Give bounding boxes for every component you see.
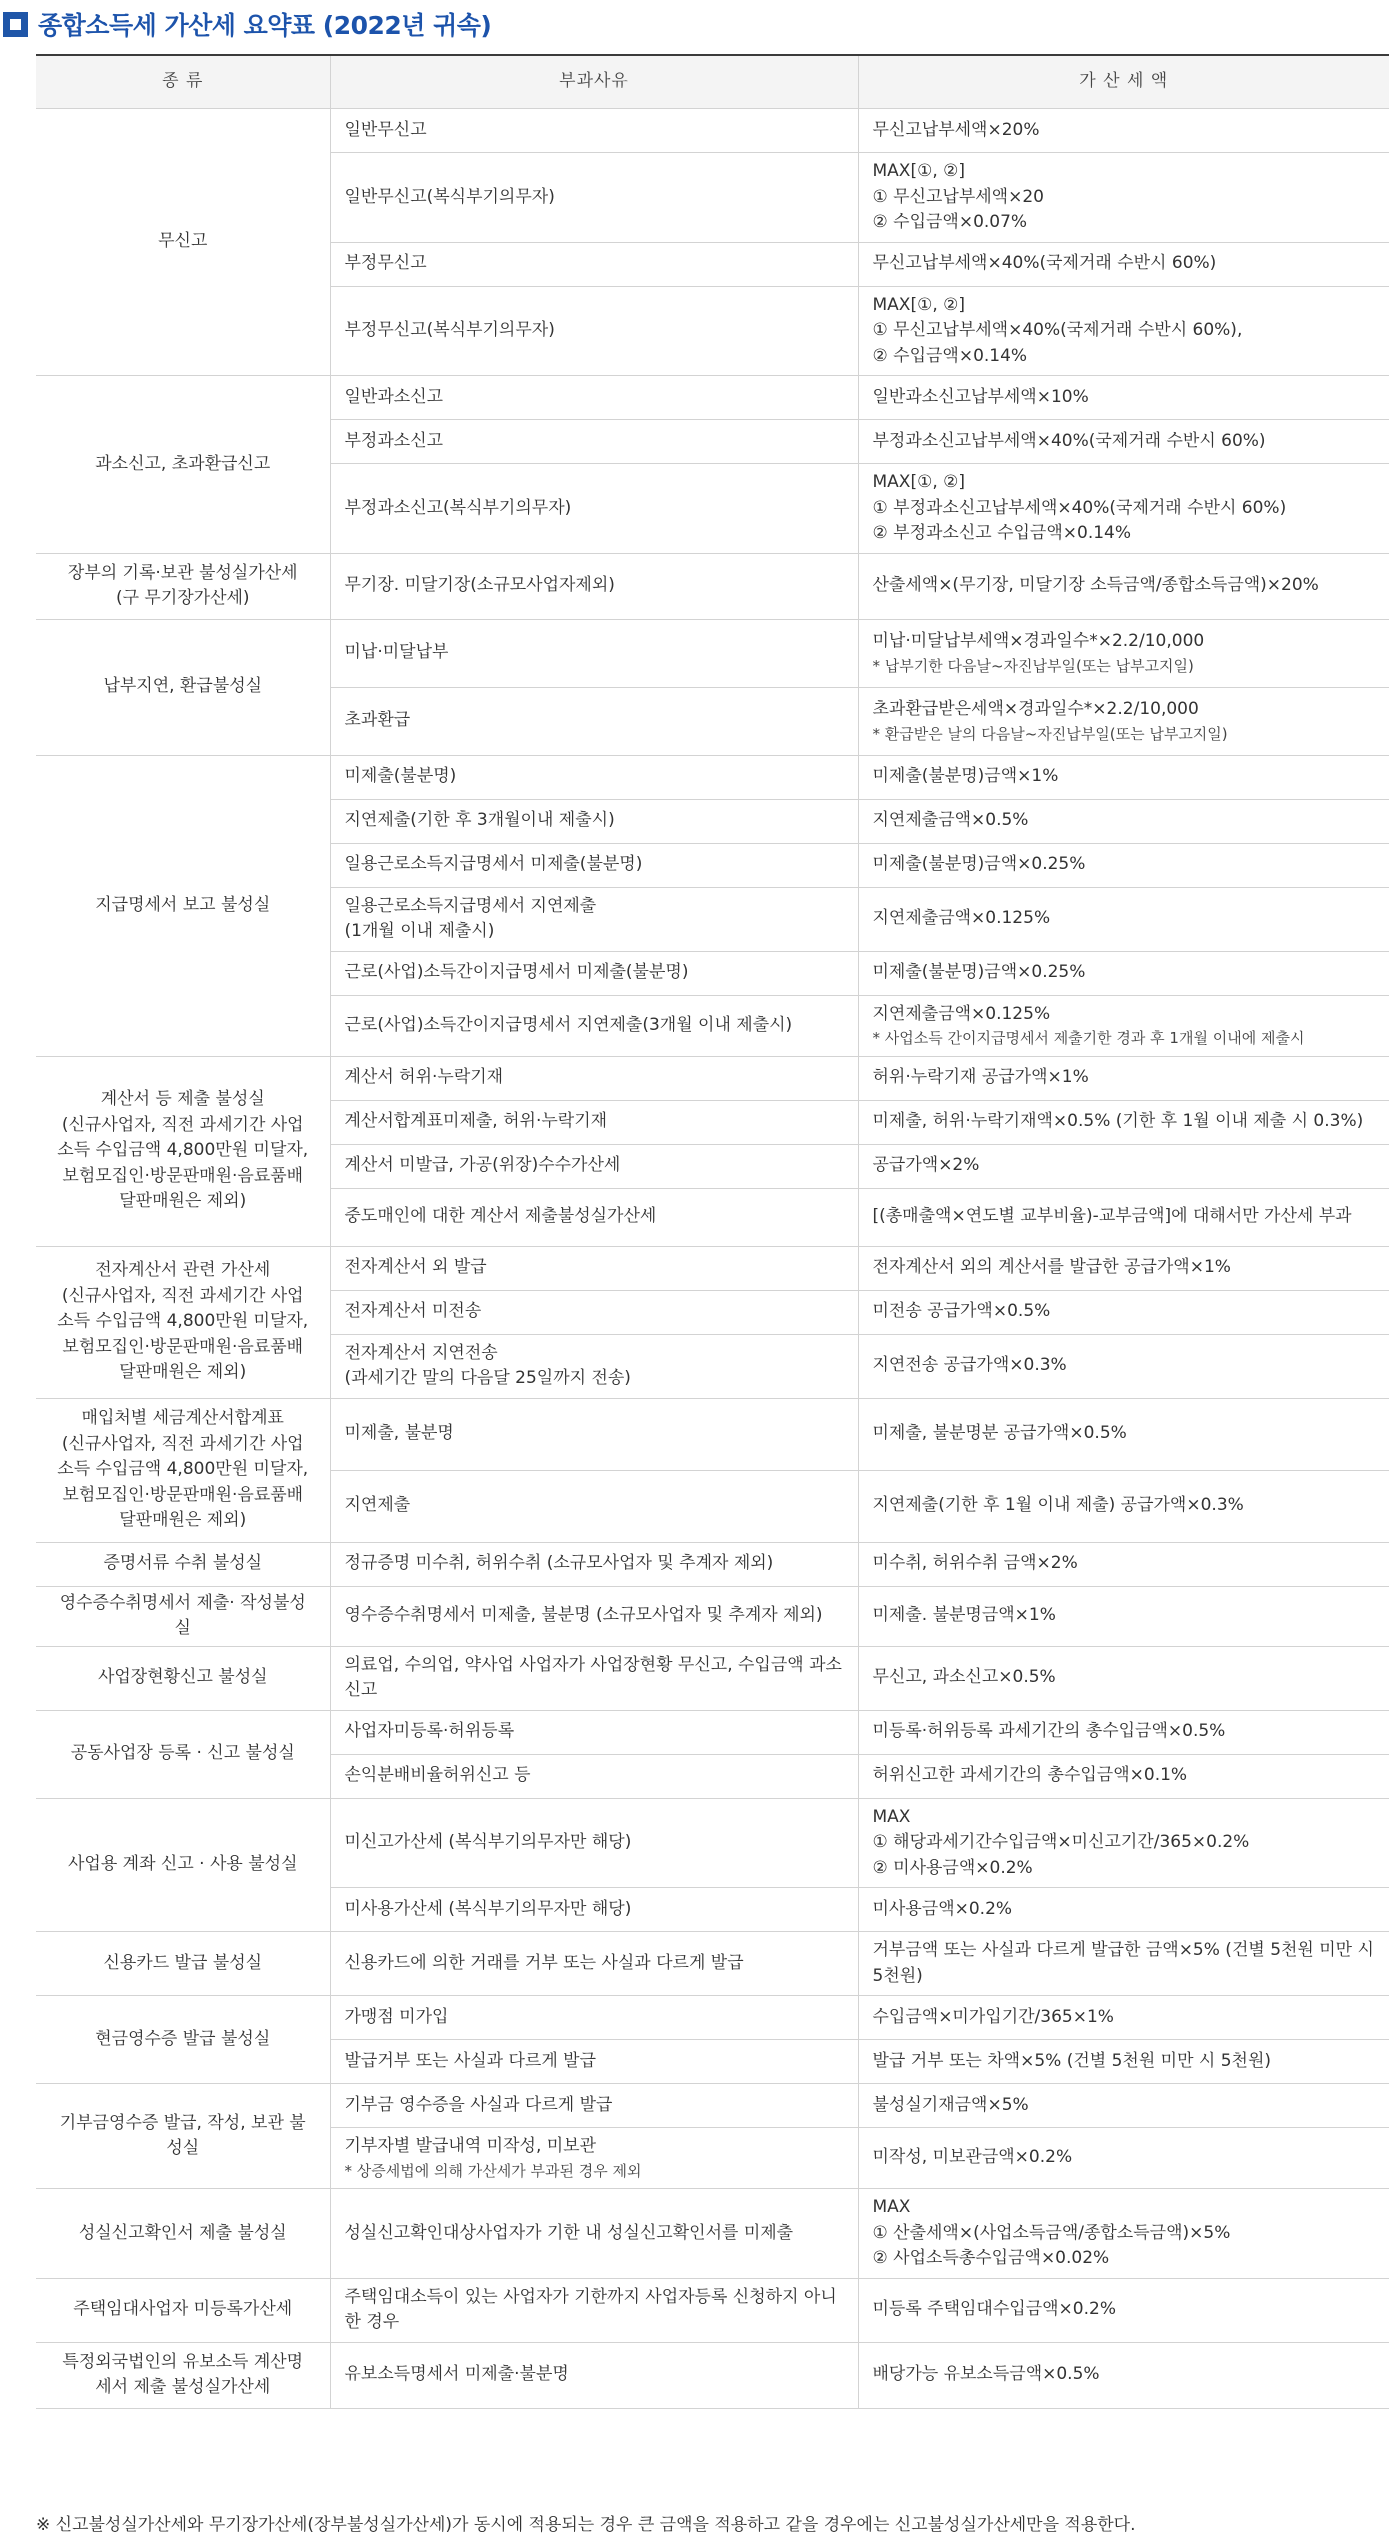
amount-line: MAX xyxy=(872,1806,911,1827)
category-cell xyxy=(36,1710,330,1798)
amount-line: 무신고납부세액×40%(국제거래 수반시 60%) xyxy=(872,253,1217,274)
category-line: 증명서류 수취 불성실 xyxy=(103,1553,263,1574)
category-cell xyxy=(36,1932,330,1996)
category-line: 세서 제출 불성실가산세 xyxy=(95,2377,271,2397)
reason-line: 초과환급 xyxy=(344,710,411,731)
amount-line: ② 사업소득총수입금액×0.02% xyxy=(872,2248,1110,2268)
amount-line: [(총매출액×연도별 교부비율)-교부금액]에 대해서만 가산세 부과 xyxy=(872,1206,1352,1227)
category-cell xyxy=(36,1246,330,1398)
category-cell xyxy=(36,619,330,755)
category-cell xyxy=(36,2084,330,2189)
amount-cell xyxy=(858,286,1389,376)
reason-cell xyxy=(330,286,858,376)
amount-note: * 사업소득 간이지급명세서 제출기한 경과 후 1개월 이내에 제출시 xyxy=(872,1029,1305,1047)
reason-cell xyxy=(330,755,858,799)
amount-line: 미사용금액×0.2% xyxy=(872,1898,1013,1919)
category-line: 성실 xyxy=(166,2138,200,2158)
amount-line: ① 산출세액×(사업소득금액/종합소득금액)×5% xyxy=(872,2222,1231,2243)
reason-cell xyxy=(330,1542,858,1586)
reason-line: 사업자미등록·허위등록 xyxy=(344,1721,515,1742)
category-cell xyxy=(36,1398,330,1542)
reason-cell xyxy=(330,1246,858,1290)
amount-cell xyxy=(858,109,1389,153)
reason-line: 정규증명 미수취, 허위수취 (소규모사업자 및 추계자 제외) xyxy=(344,1553,774,1574)
category-cell xyxy=(36,1056,330,1246)
category-line: 달판매원은 제외) xyxy=(119,1191,247,1212)
category-cell xyxy=(36,1586,330,1646)
amount-line: 미제출(불분명)금액×0.25% xyxy=(872,962,1086,983)
reason-line: 신용카드에 의한 거래를 거부 또는 사실과 다르게 발급 xyxy=(344,1952,744,1973)
amount-cell xyxy=(858,887,1389,951)
amount-cell xyxy=(858,1646,1389,1710)
amount-line: 지연제출금액×0.125% xyxy=(872,1003,1051,1024)
category-line: (구 무기장가산세) xyxy=(115,588,250,608)
amount-cell xyxy=(858,553,1389,619)
reason-line: 영수증수취명세서 미제출, 불분명 (소규모사업자 및 추계자 제외) xyxy=(344,1605,823,1626)
header-amount: 가 산 세 액 xyxy=(858,55,1389,109)
reason-cell xyxy=(330,1888,858,1932)
table-row xyxy=(36,1586,1389,1646)
amount-line: 전자계산서 외의 계산서를 발급한 공급가액×1% xyxy=(872,1257,1231,1278)
reason-cell xyxy=(330,2342,858,2408)
table-row xyxy=(36,1710,1389,1754)
reason-line: 미사용가산세 (복식부기의무자만 해당) xyxy=(344,1898,632,1919)
amount-cell xyxy=(858,420,1389,464)
reason-line: 미납·미달납부 xyxy=(344,642,449,663)
category-line: 과소신고, 초과환급신고 xyxy=(95,453,271,474)
amount-cell xyxy=(858,1398,1389,1470)
reason-line: 계산서 미발급, 가공(위장)수수가산세 xyxy=(344,1155,621,1176)
amount-cell xyxy=(858,799,1389,843)
reason-cell xyxy=(330,2084,858,2128)
reason-cell xyxy=(330,1144,858,1188)
reason-cell xyxy=(330,153,858,243)
reason-line: 성실신고확인대상사업자가 기한 내 성실신고확인서를 미제출 xyxy=(344,2222,794,2243)
category-cell xyxy=(36,1996,330,2084)
category-line: 공동사업장 등록 · 신고 불성실 xyxy=(70,1743,295,1764)
amount-line: 허위·누락기재 공급가액×1% xyxy=(872,1067,1089,1088)
category-line: 납부지연, 환급불성실 xyxy=(103,676,263,697)
reason-cell xyxy=(330,1646,858,1710)
reason-line: 일용근로소득지급명세서 미제출(불분명) xyxy=(344,854,643,875)
amount-cell xyxy=(858,1798,1389,1888)
reason-line: 일반과소신고 xyxy=(344,386,444,407)
amount-cell xyxy=(858,1888,1389,1932)
reason-line: 지연제출(기한 후 3개월이내 제출시) xyxy=(344,810,615,831)
reason-cell xyxy=(330,1334,858,1398)
amount-cell xyxy=(858,1710,1389,1754)
category-line: 신용카드 발급 불성실 xyxy=(103,1952,263,1973)
reason-cell xyxy=(330,687,858,755)
reason-cell xyxy=(330,843,858,887)
amount-line: 미제출(불분명)금액×0.25% xyxy=(872,854,1086,875)
reason-cell xyxy=(330,619,858,687)
amount-cell xyxy=(858,2040,1389,2084)
reason-cell xyxy=(330,887,858,951)
table-row xyxy=(36,109,1389,153)
amount-cell xyxy=(858,2278,1389,2342)
reason-line: 계산서합계표미제출, 허위·누락기재 xyxy=(344,1111,608,1132)
amount-line: 부정과소신고납부세액×40%(국제거래 수반시 60%) xyxy=(872,430,1266,451)
category-line: 장부의 기록·보관 불성실가산세 xyxy=(67,562,298,583)
amount-line: 미등록 주택임대수입금액×0.2% xyxy=(872,2299,1116,2320)
table-row xyxy=(36,2189,1389,2279)
amount-line: 거부금액 또는 사실과 다르게 발급한 금액×5% (건별 5천원 미만 시 5천원) xyxy=(872,1940,1374,1986)
category-line: 성실신고확인서 제출 불성실 xyxy=(78,2222,287,2243)
amount-line: ② 부정과소신고 수입금액×0.14% xyxy=(872,523,1132,543)
reason-line: 전자계산서 미전송 xyxy=(344,1301,482,1322)
amount-line: 초과환급받은세액×경과일수*×2.2/10,000 xyxy=(872,699,1199,719)
category-line: 소득 수입금액 4,800만원 미달자, xyxy=(57,1311,309,1332)
reason-line: 일반무신고 xyxy=(344,119,427,140)
amount-line: ② 수입금액×0.07% xyxy=(872,212,1028,232)
reason-cell xyxy=(330,1798,858,1888)
reason-cell xyxy=(330,1932,858,1996)
table-row xyxy=(36,2278,1389,2342)
category-cell xyxy=(36,755,330,1056)
reason-note: * 상증세법에 의해 가산세가 부과된 경우 제외 xyxy=(344,2161,642,2180)
amount-cell xyxy=(858,242,1389,286)
category-line: 기부금영수증 발급, 작성, 보관 불 xyxy=(59,2112,306,2133)
amount-cell xyxy=(858,1470,1389,1542)
reason-line: 의료업, 수의업, 약사업 사업자가 사업장현황 무신고, 수입금액 과소신고 xyxy=(344,1654,842,1700)
reason-cell xyxy=(330,242,858,286)
reason-cell xyxy=(330,2189,858,2279)
amount-cell xyxy=(858,687,1389,755)
category-line: 사업용 계좌 신고 · 사용 불성실 xyxy=(68,1854,298,1874)
table-row xyxy=(36,376,1389,420)
category-cell xyxy=(36,1798,330,1932)
category-line: 소득 수입금액 4,800만원 미달자, xyxy=(57,1459,309,1480)
amount-line: 지연제출(기한 후 1월 이내 제출) 공급가액×0.3% xyxy=(872,1495,1244,1516)
reason-cell xyxy=(330,799,858,843)
amount-line: 미작성, 미보관금액×0.2% xyxy=(872,2147,1073,2168)
category-line: 사업장현황신고 불성실 xyxy=(97,1667,268,1688)
amount-line: MAX[①, ②] xyxy=(872,161,965,181)
amount-line: 배당가능 유보소득금액×0.5% xyxy=(872,2364,1100,2385)
table-row xyxy=(36,1246,1389,1290)
category-line: 영수증수취명세서 제출· 작성불성 xyxy=(59,1592,306,1613)
category-line: (신규사업자, 직전 과세기간 사업 xyxy=(61,1433,304,1454)
category-line: (신규사업자, 직전 과세기간 사업 xyxy=(61,1285,304,1306)
amount-line: MAX[①, ②] xyxy=(872,294,965,315)
category-cell xyxy=(36,1542,330,1586)
amount-cell xyxy=(858,2084,1389,2128)
amount-line: ② 미사용금액×0.2% xyxy=(872,1857,1033,1878)
reason-line: 부정과소신고(복식부기의무자) xyxy=(344,497,572,518)
penalty-tax-table xyxy=(36,54,1389,2409)
amount-cell xyxy=(858,376,1389,420)
reason-cell xyxy=(330,1056,858,1100)
reason-line: (과세기간 말의 다음달 25일까지 전송) xyxy=(344,1368,631,1388)
reason-cell xyxy=(330,420,858,464)
reason-cell xyxy=(330,1398,858,1470)
amount-cell xyxy=(858,1996,1389,2040)
amount-line: 지연전송 공급가액×0.3% xyxy=(872,1355,1067,1376)
category-cell xyxy=(36,2342,330,2408)
reason-cell xyxy=(330,2128,858,2189)
category-line: 지급명세서 보고 불성실 xyxy=(95,894,271,915)
reason-cell xyxy=(330,1586,858,1646)
amount-line: 미제출, 불분명분 공급가액×0.5% xyxy=(872,1423,1127,1444)
amount-line: ① 부정과소신고납부세액×40%(국제거래 수반시 60%) xyxy=(872,497,1287,518)
amount-line: 지연제출금액×0.5% xyxy=(872,810,1029,831)
category-line: (신규사업자, 직전 과세기간 사업 xyxy=(61,1114,304,1135)
amount-cell xyxy=(858,1290,1389,1334)
reason-cell xyxy=(330,464,858,554)
amount-line: 발급 거부 또는 차액×5% (건별 5천원 미만 시 5천원) xyxy=(872,2050,1272,2071)
amount-line: 미제출, 허위·누락기재액×0.5% (기한 후 1월 이내 제출 시 0.3%) xyxy=(872,1111,1364,1132)
amount-cell xyxy=(858,1932,1389,1996)
category-cell xyxy=(36,2189,330,2279)
amount-line: 미수취, 허위수취 금액×2% xyxy=(872,1553,1078,1574)
amount-line: 산출세액×(무기장, 미달기장 소득금액/종합소득금액)×20% xyxy=(872,575,1319,596)
amount-cell xyxy=(858,1542,1389,1586)
table-row xyxy=(36,1646,1389,1710)
amount-line: 미제출. 불분명금액×1% xyxy=(872,1605,1056,1626)
table-row xyxy=(36,2084,1389,2128)
reason-cell xyxy=(330,1290,858,1334)
amount-line: ① 무신고납부세액×40%(국제거래 수반시 60%), xyxy=(872,320,1243,340)
amount-line: 무신고, 과소신고×0.5% xyxy=(872,1667,1056,1688)
amount-cell xyxy=(858,619,1389,687)
amount-line: ① 무신고납부세액×20 xyxy=(872,186,1044,207)
category-line: 달판매원은 제외) xyxy=(119,1510,247,1531)
category-line: 달판매원은 제외) xyxy=(119,1362,247,1383)
table-row xyxy=(36,1798,1389,1888)
reason-line: 부정무신고 xyxy=(344,253,427,274)
square-bullet-icon xyxy=(3,12,28,37)
amount-line: 수입금액×미가입기간/365×1% xyxy=(872,2006,1114,2027)
table-row xyxy=(36,2342,1389,2408)
amount-cell xyxy=(858,995,1389,1056)
amount-line: 미등록·허위등록 과세기간의 총수입금액×0.5% xyxy=(872,1721,1226,1742)
reason-line: 미제출, 불분명 xyxy=(344,1423,454,1444)
amount-line: 불성실기재금액×5% xyxy=(872,2094,1029,2115)
category-cell xyxy=(36,553,330,619)
amount-cell xyxy=(858,843,1389,887)
reason-cell xyxy=(330,1100,858,1144)
table-row xyxy=(36,1996,1389,2040)
reason-line: 부정무신고(복식부기의무자) xyxy=(344,320,555,340)
category-line: 보험모집인·방문판매원·음료품배 xyxy=(62,1336,304,1357)
amount-line: 무신고납부세액×20% xyxy=(872,119,1040,140)
reason-line: 미제출(불분명) xyxy=(344,766,457,787)
amount-cell xyxy=(858,951,1389,995)
reason-line: 가맹점 미가입 xyxy=(344,2006,449,2027)
amount-line: 미전송 공급가액×0.5% xyxy=(872,1301,1051,1322)
page-title: 종합소득세 가산세 요약표 (2022년 귀속) xyxy=(38,11,492,40)
table-row xyxy=(36,619,1389,687)
category-cell xyxy=(36,109,330,376)
category-cell xyxy=(36,376,330,554)
reason-line: 유보소득명세서 미제출·불분명 xyxy=(344,2364,569,2385)
amount-line: 지연제출금액×0.125% xyxy=(872,908,1051,929)
reason-cell xyxy=(330,995,858,1056)
amount-line: MAX[①, ②] xyxy=(872,472,965,492)
category-line: 소득 수입금액 4,800만원 미달자, xyxy=(57,1140,309,1161)
reason-cell xyxy=(330,553,858,619)
category-cell xyxy=(36,1646,330,1710)
amount-line: 공급가액×2% xyxy=(872,1155,980,1176)
amount-line: ① 해당과세기간수입금액×미신고기간/365×0.2% xyxy=(872,1832,1250,1852)
amount-cell xyxy=(858,1586,1389,1646)
amount-line: 일반과소신고납부세액×10% xyxy=(872,386,1089,407)
table-row xyxy=(36,553,1389,619)
category-line: 주택임대사업자 미등록가산세 xyxy=(73,2299,293,2320)
category-line: 보험모집인·방문판매원·음료품배 xyxy=(62,1165,304,1186)
reason-cell xyxy=(330,951,858,995)
reason-line: 주택임대소득이 있는 사업자가 기한까지 사업자등록 신청하지 아니한 경우 xyxy=(344,2286,837,2332)
amount-cell xyxy=(858,1056,1389,1100)
reason-line: 기부금 영수증을 사실과 다르게 발급 xyxy=(344,2094,613,2115)
reason-line: 근로(사업)소득간이지급명세서 지연제출(3개월 이내 제출시) xyxy=(344,1014,793,1035)
reason-line: 손익분배비율허위신고 등 xyxy=(344,1765,531,1786)
amount-line: 허위신고한 과세기간의 총수입금액×0.1% xyxy=(872,1765,1188,1786)
amount-note: * 납부기한 다음날~자진납부일(또는 납부고지일) xyxy=(872,656,1194,675)
reason-line: 기부자별 발급내역 미작성, 미보관 xyxy=(344,2136,597,2156)
amount-cell xyxy=(858,1100,1389,1144)
amount-line: MAX xyxy=(872,2197,911,2217)
reason-line: 근로(사업)소득간이지급명세서 미제출(불분명) xyxy=(344,962,689,983)
amount-line: 미제출(불분명)금액×1% xyxy=(872,766,1059,787)
reason-line: (1개월 이내 제출시) xyxy=(344,921,495,941)
category-line: 무신고 xyxy=(158,231,208,252)
table-row xyxy=(36,1398,1389,1470)
amount-cell xyxy=(858,2128,1389,2189)
reason-line: 중도매인에 대한 계산서 제출불성실가산세 xyxy=(344,1206,657,1227)
reason-line: 일용근로소득지급명세서 지연제출 xyxy=(344,895,597,916)
amount-cell xyxy=(858,1334,1389,1398)
amount-cell xyxy=(858,2189,1389,2279)
amount-cell xyxy=(858,2342,1389,2408)
amount-line: 미납·미달납부세액×경과일수*×2.2/10,000 xyxy=(872,631,1205,651)
reason-line: 전자계산서 외 발급 xyxy=(344,1257,487,1278)
amount-cell xyxy=(858,1754,1389,1798)
amount-cell xyxy=(858,1246,1389,1290)
amount-cell xyxy=(858,153,1389,243)
reason-line: 전자계산서 지연전송 xyxy=(344,1342,498,1363)
reason-line: 발급거부 또는 사실과 다르게 발급 xyxy=(344,2050,597,2071)
table-header-row xyxy=(36,55,1389,109)
category-line: 실 xyxy=(174,1618,191,1638)
amount-cell xyxy=(858,464,1389,554)
table-row xyxy=(36,1932,1389,1996)
category-line: 매입처별 세금계산서합계표 xyxy=(81,1408,284,1429)
amount-cell xyxy=(858,1144,1389,1188)
table-body xyxy=(36,109,1389,2409)
category-line: 계산서 등 제출 불성실 xyxy=(100,1089,265,1110)
reason-cell xyxy=(330,2040,858,2084)
header-reason: 부과사유 xyxy=(330,55,858,109)
amount-note: * 환급받은 날의 다음날~자진납부일(또는 납부고지일) xyxy=(872,724,1228,743)
amount-cell xyxy=(858,755,1389,799)
category-line: 특정외국법인의 유보소득 계산명 xyxy=(62,2351,304,2372)
reason-cell xyxy=(330,1710,858,1754)
amount-line: ② 수입금액×0.14% xyxy=(872,345,1028,366)
reason-line: 일반무신고(복식부기의무자) xyxy=(344,186,555,207)
reason-line: 무기장. 미달기장(소규모사업자제외) xyxy=(344,575,615,596)
reason-line: 지연제출 xyxy=(344,1495,411,1516)
reason-cell xyxy=(330,1470,858,1542)
table-row xyxy=(36,1056,1389,1100)
category-line: 전자계산서 관련 가산세 xyxy=(95,1260,271,1281)
reason-cell xyxy=(330,1754,858,1798)
reason-cell xyxy=(330,109,858,153)
table-row xyxy=(36,755,1389,799)
header-category: 종 류 xyxy=(36,55,330,109)
reason-cell xyxy=(330,1188,858,1246)
title-row xyxy=(3,4,491,44)
reason-line: 부정과소신고 xyxy=(344,430,444,451)
footnote: ※ 신고불성실가산세와 무기장가산세(장부불성실가산세)가 동시에 적용되는 경우 큰 금액을 적용하고 같을 경우에는 신고불성실가산세만을 적용한다. xyxy=(36,2515,1136,2535)
reason-cell xyxy=(330,2278,858,2342)
reason-line: 계산서 허위·누락기재 xyxy=(344,1067,504,1088)
amount-cell xyxy=(858,1188,1389,1246)
category-line: 보험모집인·방문판매원·음료품배 xyxy=(62,1484,304,1505)
reason-line: 미신고가산세 (복식부기의무자만 해당) xyxy=(344,1832,632,1852)
category-cell xyxy=(36,2278,330,2342)
table-row xyxy=(36,1542,1389,1586)
category-line: 현금영수증 발급 불성실 xyxy=(95,2028,271,2049)
reason-cell xyxy=(330,1996,858,2040)
reason-cell xyxy=(330,376,858,420)
